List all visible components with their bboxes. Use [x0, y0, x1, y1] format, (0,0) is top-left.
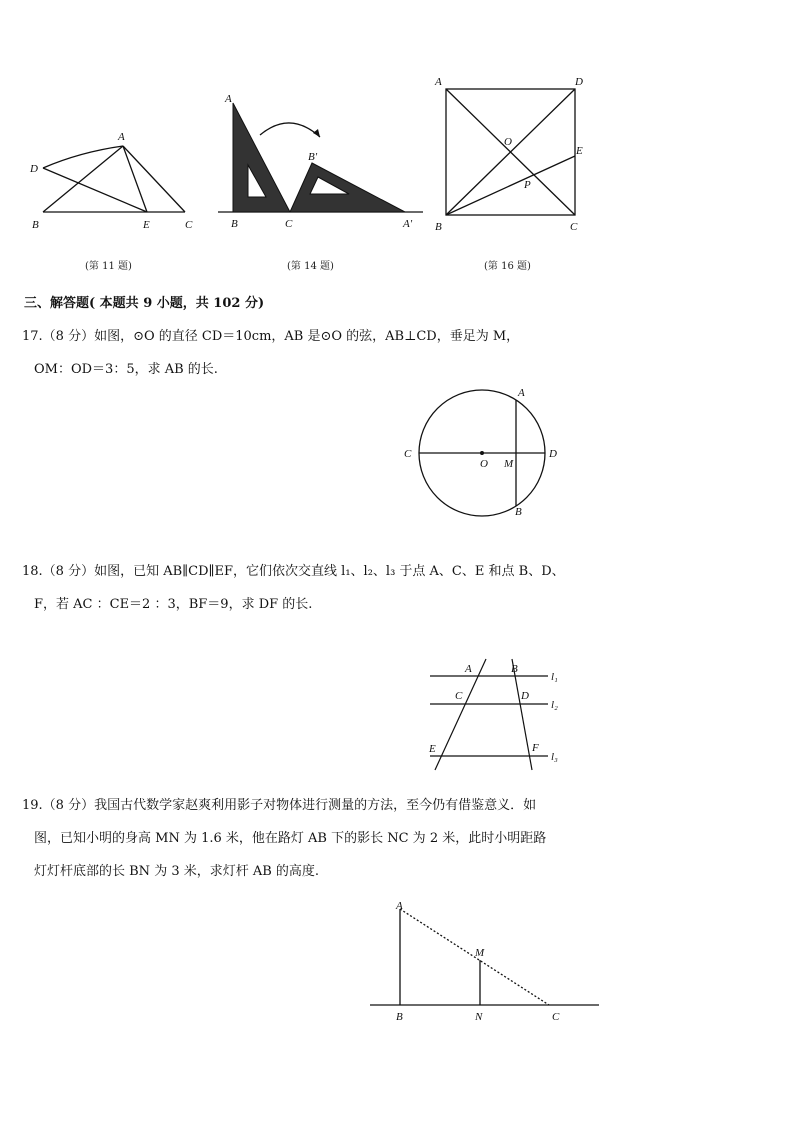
line-label-l2: l₂	[551, 699, 558, 711]
figure-18	[420, 652, 575, 774]
figure-17	[395, 380, 570, 525]
line-label-l3: l₃	[551, 751, 558, 763]
point-label-a-prime: A'	[403, 218, 413, 230]
line-label-l1: l₁	[551, 671, 558, 683]
point-label-n: N	[475, 1011, 483, 1023]
figure-11-caption: (第 11 题)	[85, 261, 132, 272]
figure-14	[215, 85, 430, 235]
point-label-p: P	[524, 179, 531, 191]
point-label-b: B	[515, 506, 522, 518]
point-label-a: A	[435, 76, 442, 88]
question-19-line-1: 19.（8 分）我国古代数学家赵爽利用影子对物体进行测量的方法，至今仍有借鉴意义．如	[22, 798, 537, 813]
question-19-line-3: 灯灯杆底部的长 BN 为 3 米，求灯杆 AB 的高度.	[34, 864, 320, 879]
point-label-a: A	[518, 387, 525, 399]
point-label-c: C	[285, 218, 293, 230]
question-18-line-2: F，若 AC ：CE＝2 ：3，BF＝9，求 DF 的长.	[34, 597, 313, 612]
question-19-line-2: 图，已知小明的身高 MN 为 1.6 米，他在路灯 AB 下的影长 NC 为 2 米，此时小明距路	[34, 831, 547, 846]
point-label-e: E	[576, 145, 583, 157]
point-label-m: M	[475, 947, 485, 959]
question-18-line-1: 18.（8 分）如图，已知 AB∥CD∥EF，它们依次交直线 l₁、l₂、l₃ 于点 A、C、E 和点 B、D、	[22, 564, 565, 579]
point-label-c: C	[570, 221, 578, 233]
point-label-c: C	[455, 690, 463, 702]
point-label-d: D	[575, 76, 583, 88]
point-label-b: B	[32, 219, 39, 231]
point-label-a: A	[465, 663, 472, 675]
point-label-b-prime: B'	[308, 151, 318, 163]
point-label-e: E	[143, 219, 150, 231]
point-label-m: M	[504, 458, 514, 470]
figure-11	[25, 125, 205, 235]
point-label-b: B	[511, 663, 518, 675]
point-label-o: O	[504, 136, 512, 148]
question-17-line-1: 17.（8 分）如图，⊙O 的直径 CD＝10cm，AB 是⊙O 的弦，AB⊥CD，垂足为 M，	[22, 329, 520, 344]
figure-16-caption: (第 16 题)	[484, 261, 531, 272]
point-label-c: C	[552, 1011, 560, 1023]
point-label-f: F	[532, 742, 539, 754]
figure-19	[365, 893, 605, 1028]
question-17-line-2: OM：OD＝3：5，求 AB 的长.	[34, 362, 218, 377]
point-label-o: O	[480, 458, 488, 470]
point-label-b: B	[231, 218, 238, 230]
point-label-a: A	[396, 900, 403, 912]
point-label-b: B	[396, 1011, 403, 1023]
figure-14-caption: (第 14 题)	[287, 261, 334, 272]
point-label-b: B	[435, 221, 442, 233]
point-label-a: A	[225, 93, 232, 105]
point-label-d: D	[549, 448, 557, 460]
point-label-c: C	[185, 219, 193, 231]
point-label-a: A	[118, 131, 125, 143]
point-label-c: C	[404, 448, 412, 460]
point-label-d: D	[521, 690, 529, 702]
point-label-d: D	[30, 163, 38, 175]
point-label-e: E	[429, 743, 436, 755]
figure-16	[430, 70, 595, 240]
section-title: 三、解答题( 本题共 9 小题，共 102 分)	[24, 296, 265, 311]
